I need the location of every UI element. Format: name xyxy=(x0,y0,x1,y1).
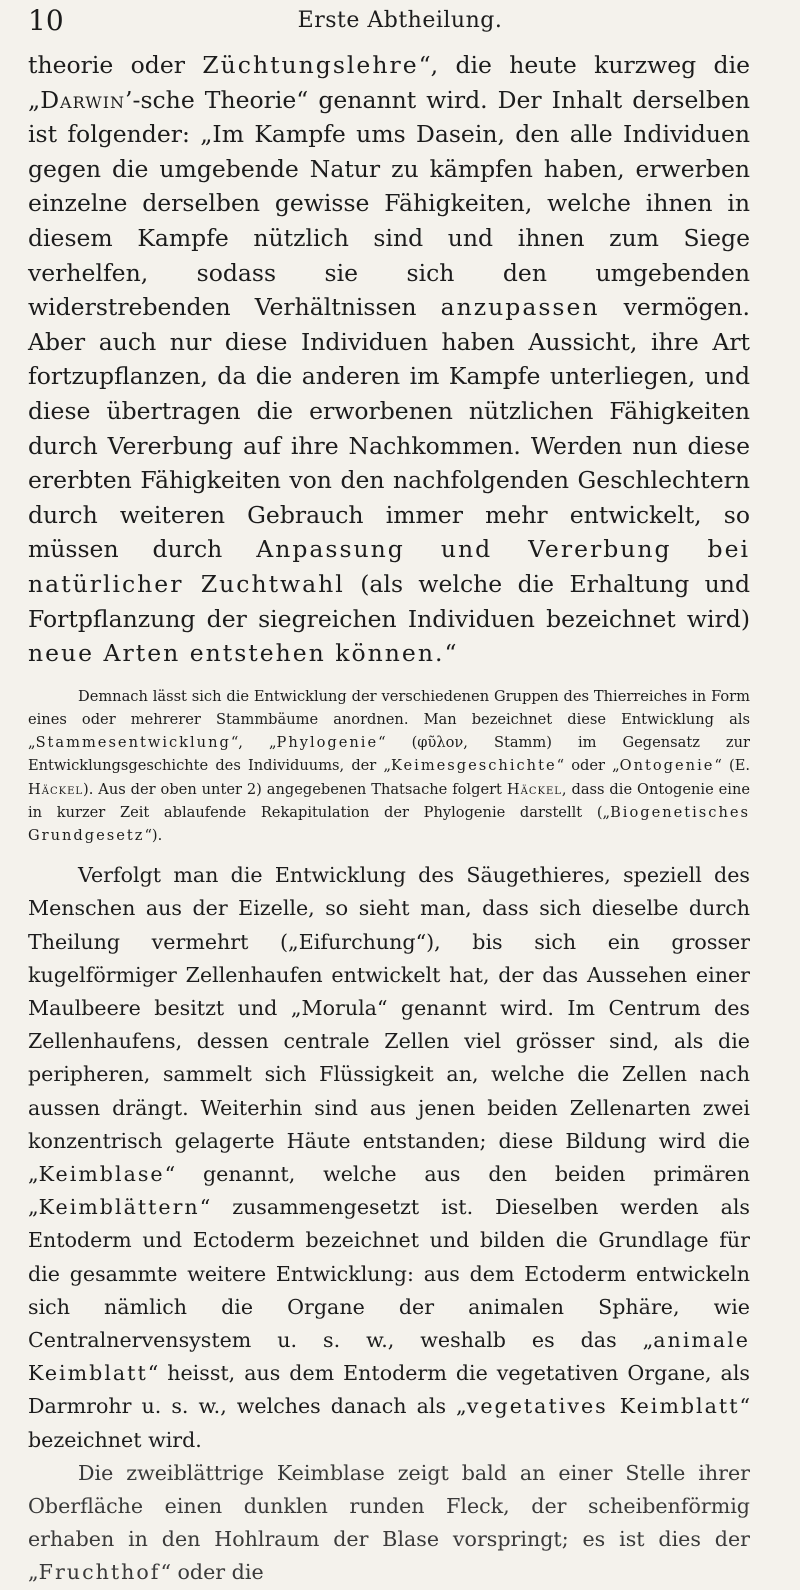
spaced-term: anzupassen xyxy=(440,293,600,322)
text-span: Verfolgt man die Entwicklung des Säugethieres, speziell des Menschen aus der Eizelle, so sieht man, dass sich dieselbe durch Theilung vermehrt („Eifurchung“), bis sich ein grosser kugelförmiger Zellenhaufen entwickelt hat, der das Aussehen einer Maulbeere besitzt und „Morula“ genannt wird. Im Centrum des Zellenhaufens, dessen centrale Zellen viel grösser sind, als die peripheren, sammelt sich Flüssigkeit an, welche die Zellen nach aussen drängt. Weiterhin sind aus jenen beiden Zellenarten zwei konzentrisch gelagerte Häute entstanden; diese Bildung wird die „ xyxy=(28,863,750,1186)
text-span: “ oder die xyxy=(160,1560,264,1585)
text-span: “ (E. xyxy=(714,757,750,775)
spaced-term: Keimblättern xyxy=(38,1195,200,1220)
spaced-term: Züchtungslehre xyxy=(202,51,419,79)
text-span: “, die heute kurzweg die „ xyxy=(28,51,750,114)
text-span: “ oder „ xyxy=(556,757,620,775)
text-span: “, „ xyxy=(230,734,277,752)
author-name: Darwin xyxy=(40,85,126,114)
spaced-term: Anpassung und Vererbung bei natürlicher Zuchtwahl xyxy=(28,535,751,598)
running-head: Erste Abtheilung. xyxy=(297,8,503,33)
text-span: “). xyxy=(144,826,163,844)
text-span: Die zweiblättrige Keimblase zeigt bald an einer Stelle ihrer Oberfläche einen dunklen runden Fleck, der scheibenförmig erhaben in den Hohlraum der Blase vorspringt; es ist dies der „ xyxy=(28,1460,750,1585)
paragraph-keimblase xyxy=(28,1457,750,1590)
spaced-term: Keimesgeschichte xyxy=(391,757,557,775)
text-span: theorie oder xyxy=(28,51,203,79)
spaced-term: neue Arten entstehen können. xyxy=(28,639,445,668)
page-header xyxy=(28,4,772,40)
text-span: vermögen. Aber auch nur diese Individuen haben Aussicht, ihre Art fortzupflanzen, da die anderen im Kampfe unterliegen, und diese übertragen die erworbenen nützlichen Fähigkeiten durch Vererbung auf ihre Nachkommen. Werden nun diese ererbten Fähigkeiten von den nachfolgenden Geschlechtern durch weiteren Gebrauch immer mehr entwickelt, so müssen durch xyxy=(28,293,750,564)
text-span: ’-sche Theorie“ genannt wird. Der Inhalt derselben ist folgender: „Im Kampfe ums Dasein, den alle Individuen gegen die umgebende Natur zu kämpfen haben, erwerben einzelne derselben gewisse Fähigkeiten, welche ihnen in diesem Kampfe nützlich sind und ihnen zum Siege verhelfen, sodass sie sich den umgebenden widerstrebenden Verhältnissen xyxy=(28,85,750,322)
text-span: “ genannt, welche aus den beiden primären „ xyxy=(28,1161,750,1220)
text-span: ). Aus der oben unter 2) angegebenen Thatsache folgert xyxy=(83,780,507,798)
text-span: Demnach lässt sich die Entwicklung der verschiedenen Gruppen des Thierreiches in Form eines oder mehrerer Stammbäume anordnen. Man bezeichnet diese Entwicklung als „ xyxy=(28,687,750,752)
text-span: “ heisst, aus dem Entoderm die vegetativen Organe, als Darmrohr u. s. w., welches danach als „ xyxy=(28,1361,750,1419)
paragraph-phylogenie-note xyxy=(28,685,750,847)
text-span: (als welche die Erhaltung und Fortpflanzung der siegreichen Individuen bezeichnet wird) xyxy=(28,569,750,633)
author-name: Häckel xyxy=(506,780,562,798)
spaced-term: Biogenetisches Grundgesetz xyxy=(28,803,750,844)
paragraph-darwin-theory xyxy=(28,48,750,671)
text-span: “ (φῦλον, Stamm) im Gegensatz zur Entwicklungsgeschichte des Individuums, der „ xyxy=(28,734,750,775)
text-span: “ xyxy=(444,639,457,668)
text-span: “ bezeichnet wird. xyxy=(28,1394,750,1452)
body-text xyxy=(28,48,750,1590)
spaced-term: Keimblase xyxy=(38,1161,165,1186)
spaced-term: Stammesentwicklung xyxy=(35,734,231,752)
spaced-term: Fruchthof xyxy=(38,1560,161,1585)
text-span: , dass die Ontogenie eine in kurzer Zeit ablaufende Rekapitulation der Phylogenie darstellt („ xyxy=(28,780,750,821)
spaced-term: vegetatives Keimblatt xyxy=(466,1394,740,1419)
paragraph-mammal-development xyxy=(28,859,750,1457)
page-number: 10 xyxy=(28,4,64,37)
author-name: Häckel xyxy=(28,780,84,798)
spaced-term: animale Keimblatt xyxy=(28,1327,750,1386)
spaced-term: Phylogenie xyxy=(276,734,379,752)
text-span: “ zusammengesetzt ist. Dieselben werden als Entoderm und Ectoderm bezeichnet und bilden die Grundlage für die gesammte weitere Entwicklung: aus dem Ectoderm entwickeln sich nämlich die Organe der animalen Sphäre, wie Centralnervensystem u. s. w., weshalb es das „ xyxy=(28,1195,750,1352)
spaced-term: Ontogenie xyxy=(619,757,715,775)
